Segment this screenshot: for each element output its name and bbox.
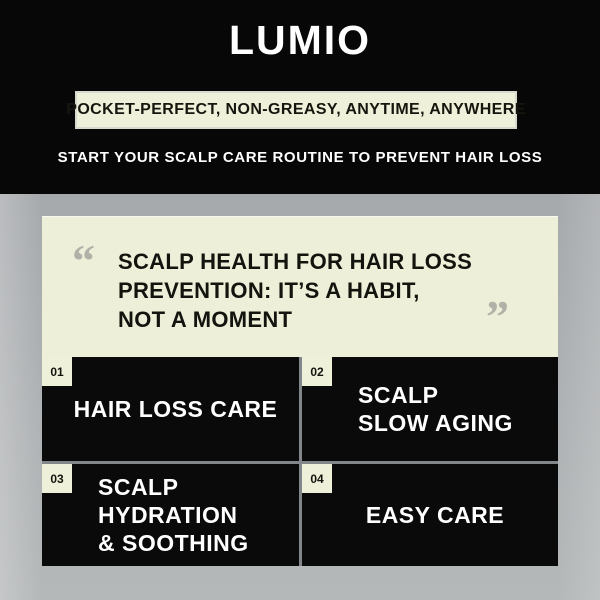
brand-logo: LUMIO [228,17,372,63]
feature-label-line: & SOOTHING [98,530,249,556]
feature-number-badge: 02 [302,357,332,386]
feature-label [302,381,513,437]
close-quote-icon: ” [486,291,509,342]
feature-number-badge: 03 [42,464,72,493]
feature-panel-hair-loss-care [42,357,299,461]
feature-label [64,395,278,423]
feature-panel-scalp-slow-aging [302,357,558,461]
feature-number-badge: 04 [302,464,332,493]
quote-text [118,247,472,334]
feature-label-line: SLOW AGING [358,410,513,436]
header-tagline: START YOUR SCALP CARE ROUTINE TO PREVENT HAIR LOSS [57,149,543,166]
feature-label [42,473,249,557]
feature-label-line: EASY CARE [365,502,505,528]
open-quote-icon: “ [72,235,95,286]
benefits-banner: POCKET-PERFECT, NON-GREASY, ANYTIME, ANYWHERE [75,91,517,129]
quote-card [42,216,558,358]
header-section [0,0,600,194]
feature-number-badge: 01 [42,357,72,386]
feature-label-line: SCALP [358,382,439,408]
feature-label-line: HYDRATION [98,502,238,528]
feature-label [356,501,504,529]
feature-grid [42,357,558,566]
quote-line-3: NOT A MOMENT [118,307,293,332]
quote-line-1: SCALP HEALTH FOR HAIR LOSS [118,249,473,274]
quote-line-2: PREVENTION: IT’S A HABIT, [118,278,420,303]
feature-label-line: HAIR LOSS CARE [73,396,278,422]
feature-panel-easy-care [302,464,558,566]
feature-panel-scalp-hydration-soothing [42,464,299,566]
feature-label-line: SCALP [98,474,179,500]
